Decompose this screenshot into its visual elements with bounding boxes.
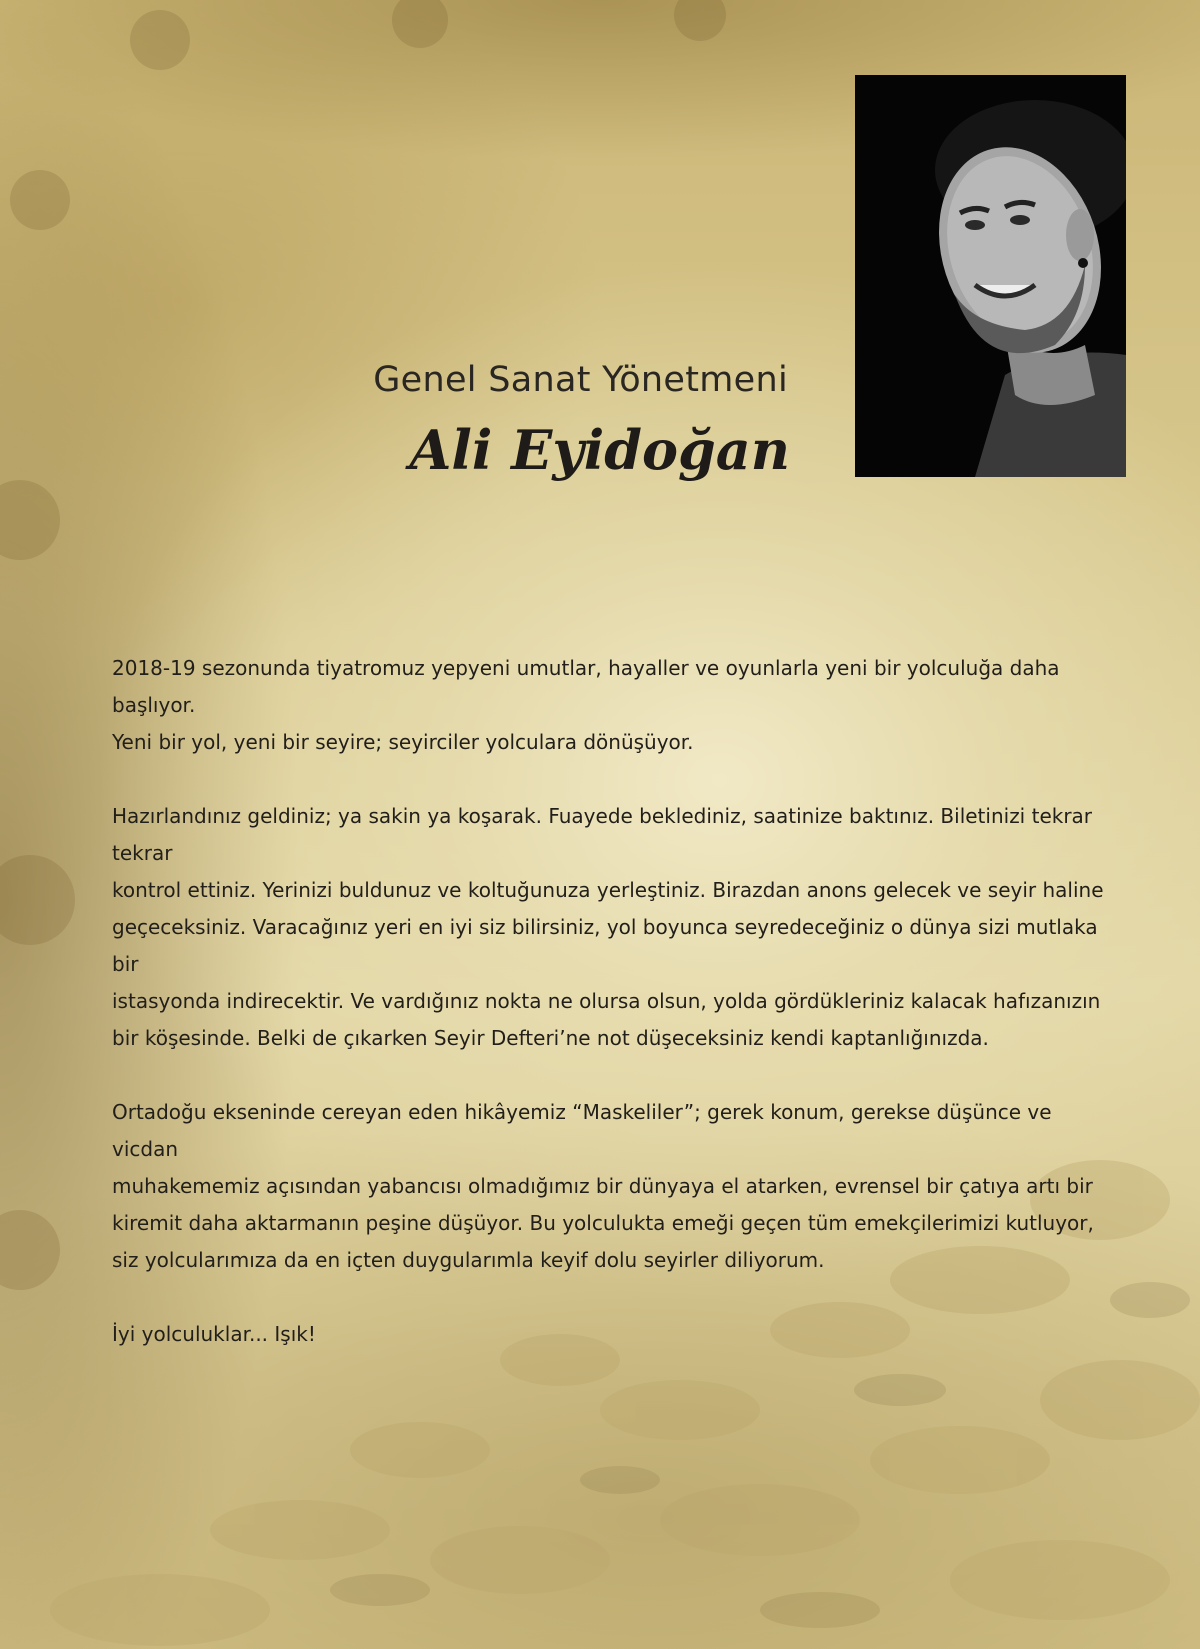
paragraph-journey: Hazırlandınız geldiniz; ya sakin ya koşarak. Fuayede beklediniz, saatinize baktınız. Biletinizi tekrar tekrar kontrol ettiniz. Yerinizi buldunuz ve koltuğunuza yerleştiniz. Birazdan anons gelecek ve seyir haline geçeceksiniz. Varacağınız yeri en iyi siz bilirsiniz, yol boyunca seyredeceğiniz o dünya sizi mutlaka bir istasyonda indirecektir. Ve vardığınız nokta ne olursa olsun, yolda gördükleriniz kalacak hafızanızın bir köşesinde. Belki de çıkarken Seyir Defteri’ne not düşeceksiniz kendi kaptanlığınızda. <box>112 804 1104 1050</box>
letter-body <box>112 650 1112 1390</box>
portrait-photo <box>855 75 1126 477</box>
paragraph-play: Ortadoğu ekseninde cereyan eden hikâyemiz “Maskeliler”; gerek konum, gerekse düşünce ve vicdan muhakememiz açısından yabancısı olmadığımız bir dünyaya el atarken, evrensel bir çatıya artı bir kiremit daha aktarmanın peşine düşüyor. Bu yolculukta emeği geçen tüm emekçilerimizi kutluyor, siz yolcularımıza da en içten duygularımla keyif dolu seyirler diliyorum. <box>112 1100 1094 1272</box>
director-name: Ali Eyidoğan <box>409 418 790 482</box>
role-title: Genel Sanat Yönetmeni <box>373 360 788 400</box>
paragraph-intro: 2018-19 sezonunda tiyatromuz yepyeni umutlar, hayaller ve oyunlarla yeni bir yolculuğa daha başlıyor. Yeni bir yol, yeni bir seyire; seyirciler yolculara dönüşüyor. <box>112 656 1060 754</box>
paragraph-closing: İyi yolculuklar... Işık! <box>112 1322 316 1346</box>
